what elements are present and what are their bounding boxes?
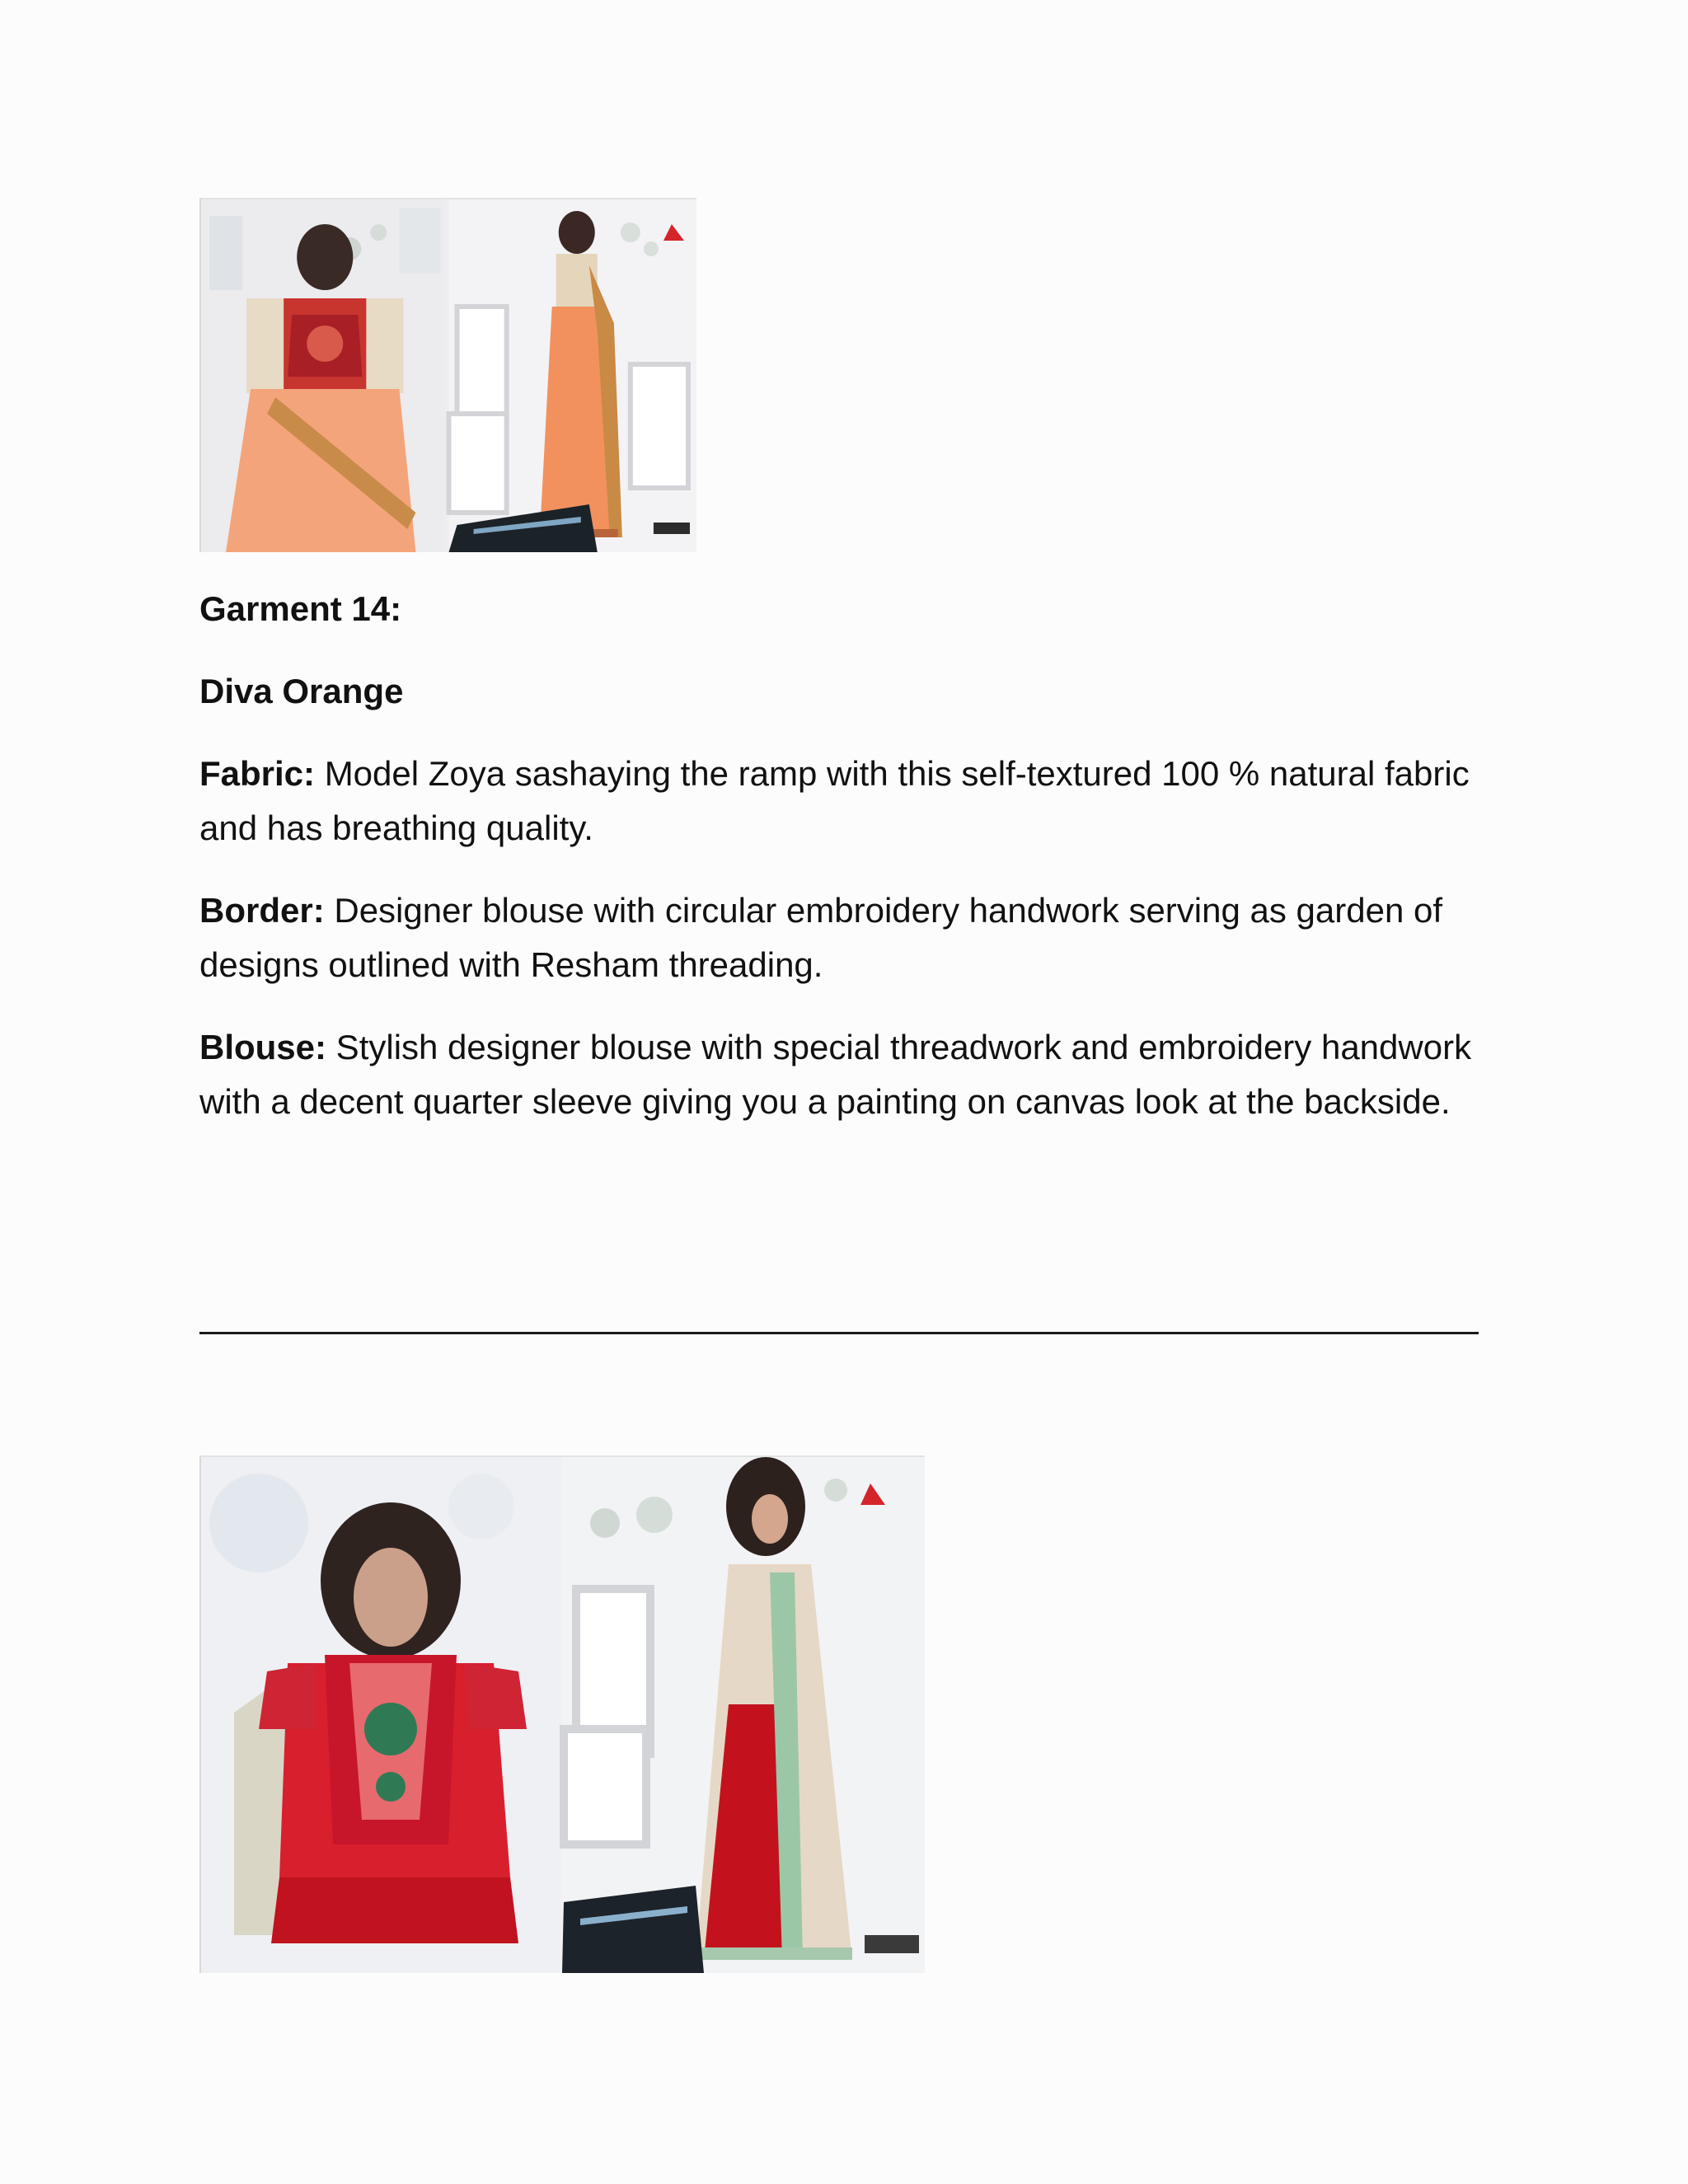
border-label: Border: — [199, 891, 325, 930]
orange-saree-image — [201, 199, 696, 552]
border-text: Designer blouse with circular embroidery handwork serving as garden of designs outlined with Resham threading. — [199, 891, 1443, 984]
garment-heading: Garment 14: — [199, 589, 402, 628]
garment-photo-red-cream — [199, 1455, 925, 1973]
fabric-text: Model Zoya sashaying the ramp with this self-textured 100 % natural fabric and has breathing quality. — [199, 754, 1470, 847]
garment-photo-orange — [199, 198, 696, 552]
blouse-label: Blouse: — [199, 1028, 327, 1066]
red-cream-saree-image — [201, 1457, 925, 1973]
border-paragraph — [199, 883, 1535, 992]
garment-name: Diva Orange — [199, 672, 404, 710]
section-divider — [199, 1332, 1479, 1334]
fabric-paragraph — [199, 747, 1535, 855]
blouse-paragraph — [199, 1020, 1535, 1129]
blouse-text: Stylish designer blouse with special threadwork and embroidery handwork with a decent quarter sleeve giving you a painting on canvas look at the backside. — [199, 1028, 1472, 1121]
fabric-label: Fabric: — [199, 754, 316, 793]
